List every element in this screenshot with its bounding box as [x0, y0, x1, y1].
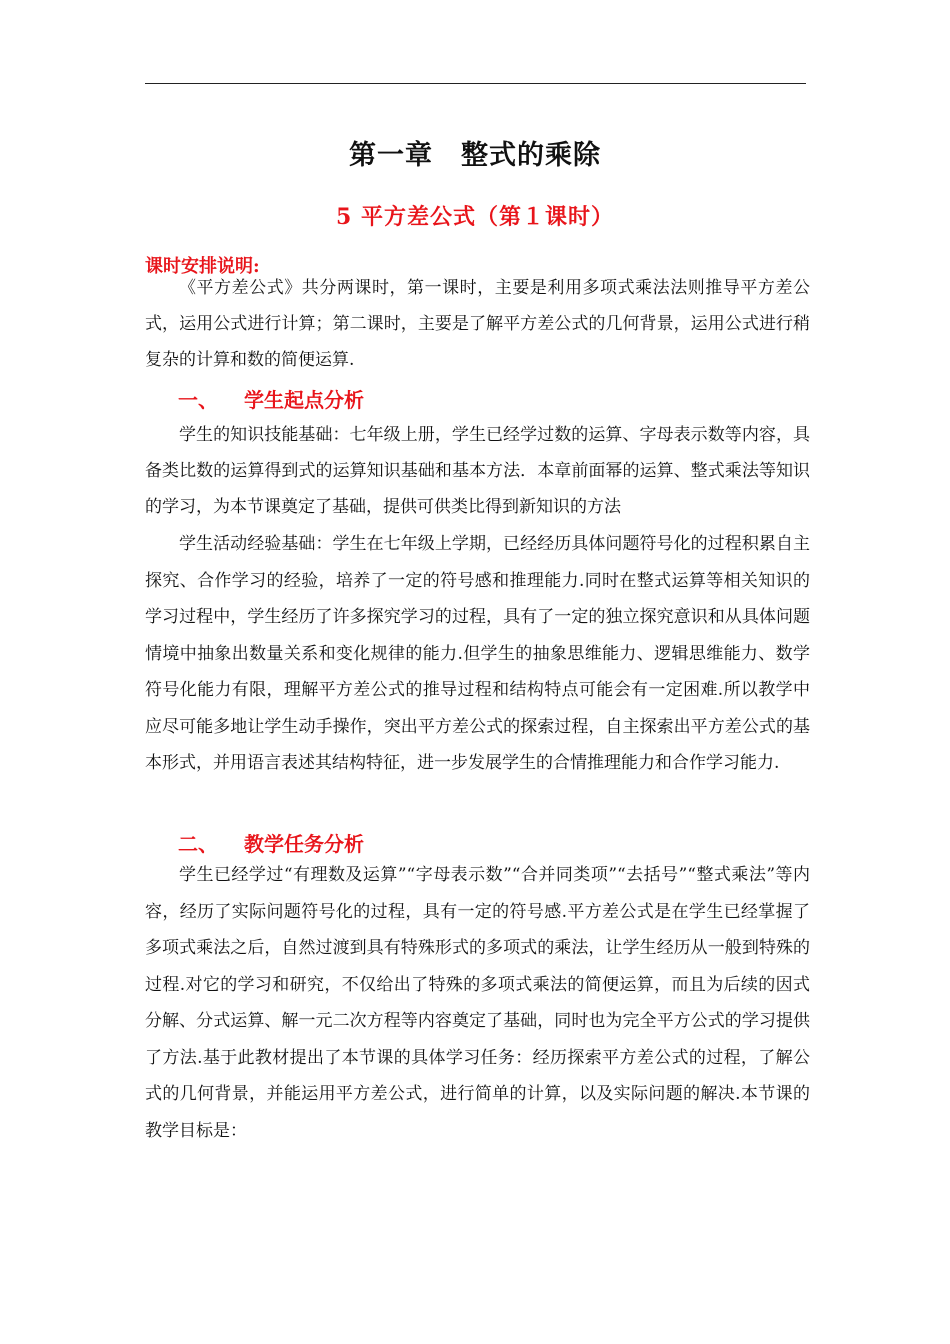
header-rule	[145, 83, 806, 84]
section-1-title: 学生起点分析	[244, 388, 364, 412]
section-2-title: 教学任务分析	[244, 832, 364, 856]
section-1-heading	[178, 384, 364, 413]
lesson-title: 5 平方差公式（第１课时）	[336, 204, 614, 230]
section-1-number: 一、	[178, 388, 218, 412]
section-1-paragraph-1: 学生的知识技能基础：七年级上册，学生已经学过数的运算、字母表示数等内容，具备类比数的运算得到式的运算知识基础和基本方法．本章前面幂的运算、整式乘法等知识的学习，为本节课奠定了基础，提供可供类比得到新知识的方法	[145, 425, 810, 518]
schedule-label: 课时安排说明:	[145, 256, 260, 277]
section-2-paragraph-1: 学生已经学过“有理数及运算”“字母表示数”“合并同类项”“去括号”“整式乘法”等内容，经历了实际问题符号化的过程，具有一定的符号感.平方差公式是在学生已经掌握了多项式乘法之后，自然过渡到具有特殊形式的多项式的乘法，让学生经历从一般到特殊的过程.对它的学习和研究，不仅给出了特殊的多项式乘法的简便运算，而且为后续的因式分解、分式运算、解一元二次方程等内容奠定了基础，同时也为完全平方公式的学习提供了方法.基于此教材提出了本节课的具体学习任务：经历探索平方差公式的过程，了解公式的几何背景，并能运用平方差公式，进行简单的计算，以及实际问题的解决.本节课的教学目标是：	[145, 865, 810, 1141]
section-2-heading	[178, 828, 364, 857]
schedule-paragraph: 《平方差公式》共分两课时，第一课时，主要是利用多项式乘法法则推导平方差公式，运用公式进行计算；第二课时，主要是了解平方差公式的几何背景，运用公式进行稍复杂的计算和数的简便运算.	[145, 278, 810, 371]
chapter-title: 第一章 整式的乘除	[349, 140, 601, 171]
section-2-number: 二、	[178, 832, 218, 856]
section-1-paragraph-2: 学生活动经验基础：学生在七年级上学期，已经经历具体问题符号化的过程积累自主探究、合作学习的经验，培养了一定的符号感和推理能力.同时在整式运算等相关知识的学习过程中，学生经历了许多探究学习的过程，具有了一定的独立探究意识和从具体问题情境中抽象出数量关系和变化规律的能力.但学生的抽象思维能力、逻辑思维能力、数学符号化能力有限，理解平方差公式的推导过程和结构特点可能会有一定困难.所以教学中应尽可能多地让学生动手操作，突出平方差公式的探索过程，自主探索出平方差公式的基本形式，并用语言表述其结构特征，进一步发展学生的合情推理能力和合作学习能力.	[145, 534, 810, 773]
